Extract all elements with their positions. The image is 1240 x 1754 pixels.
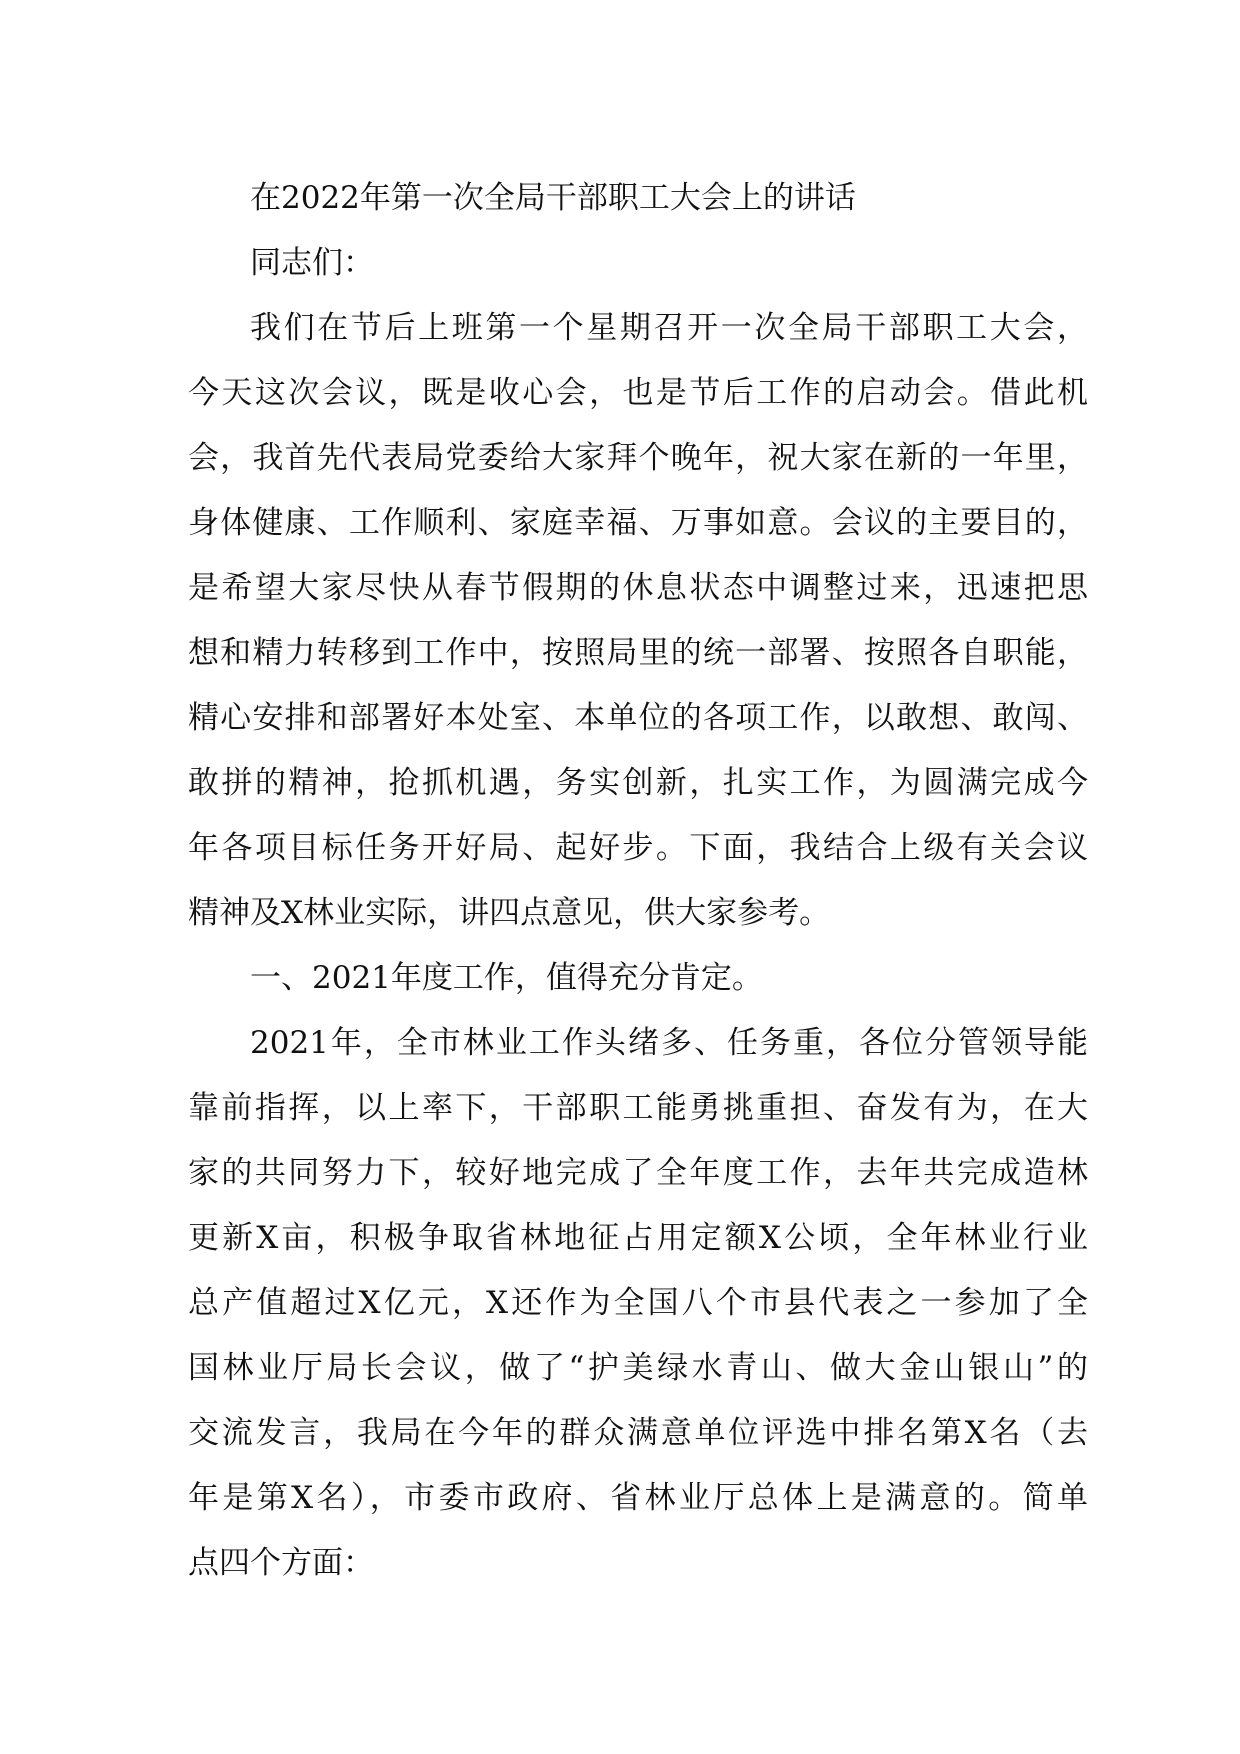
paragraph-2021-review [188,1011,1088,1596]
salutation: 同志们： [250,245,374,281]
paragraph-line: 年各项目标任务开好局、起好步。下面，我结合上级有关会议 [188,830,1088,866]
paragraph-line: 年是第X名），市委市政府、省林业厅总体上是满意的。简单 [188,1480,1088,1516]
paragraph-line: 敢拼的精神，抢抓机遇，务实创新，扎实工作，为圆满完成今 [188,765,1088,801]
paragraph-line: 身体健康、工作顺利、家庭幸福、万事如意。会议的主要目的， [188,505,1088,541]
paragraph-line: 精心安排和部署好本处室、本单位的各项工作，以敢想、敢闯、 [188,700,1088,736]
paragraph-line: 2021年，全市林业工作头绪多、任务重，各位分管领导能 [250,1025,1088,1061]
paragraph-line: 家的共同努力下，较好地完成了全年度工作，去年共完成造林 [188,1155,1088,1191]
paragraph-opening [188,296,1088,946]
document-body [188,166,1088,1596]
paragraph-line: 会，我首先代表局党委给大家拜个晚年，祝大家在新的一年里， [188,440,1088,476]
paragraph-line: 靠前指挥，以上率下，干部职工能勇挑重担、奋发有为，在大 [188,1090,1088,1126]
paragraph-line: 是希望大家尽快从春节假期的休息状态中调整过来，迅速把思 [188,570,1088,606]
paragraph-line: 总产值超过X亿元，X还作为全国八个市县代表之一参加了全 [188,1285,1088,1321]
paragraph-line: 今天这次会议，既是收心会，也是节后工作的启动会。借此机 [188,375,1088,411]
section-heading: 一、2021年度工作，值得充分肯定。 [250,960,763,996]
paragraph-line: 想和精力转移到工作中，按照局里的统一部署、按照各自职能， [188,635,1088,671]
paragraph-line: 点四个方面： [188,1545,374,1581]
paragraph-line: 我们在节后上班第一个星期召开一次全局干部职工大会， [250,310,1088,346]
paragraph-line: 交流发言，我局在今年的群众满意单位评选中排名第X名（去 [188,1415,1088,1451]
document-title: 在2022年第一次全局干部职工大会上的讲话 [250,180,856,216]
paragraph-line: 更新X亩，积极争取省林地征占用定额X公顷，全年林业行业 [188,1220,1088,1256]
paragraph-line: 精神及X林业实际，讲四点意见，供大家参考。 [188,895,831,931]
paragraph-line: 国林业厅局长会议，做了“护美绿水青山、做大金山银山”的 [188,1350,1088,1386]
